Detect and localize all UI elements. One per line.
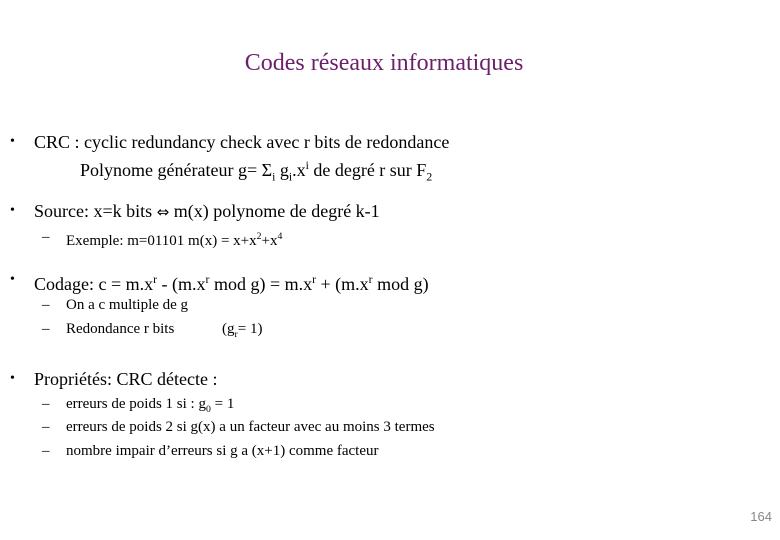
- bullet-dot: •: [10, 203, 15, 218]
- slide-title: Codes réseaux informatiques: [244, 50, 524, 76]
- dash-marker: –: [42, 396, 50, 412]
- source-line: Source: x=k bits ⇔ m(x) polynome de degré k-1: [34, 201, 380, 221]
- crc-line1: CRC : cyclic redundancy check avec r bits de redondance: [34, 132, 450, 152]
- bullet-dot: •: [10, 134, 15, 149]
- dash-marker: –: [42, 419, 50, 435]
- bullet-dot: •: [10, 272, 15, 287]
- dash-marker: –: [42, 443, 50, 459]
- bullet-dot: •: [10, 371, 15, 386]
- crc-line2: Polynome générateur $g= \Sigma_i$ $g_i.x^i$ de degré r sur $F_2$: [80, 159, 433, 184]
- dash-marker: –: [42, 321, 50, 337]
- dash-marker: –: [42, 297, 50, 313]
- proprietes-line: Propriétés: CRC détecte :: [34, 369, 218, 389]
- codage-line: Codage: $c = m.x^r - (m.x^r$ mod $g) = m.x^r + (m.x^r$ mod g): [34, 273, 429, 294]
- page-number: 164: [750, 509, 772, 524]
- equivalence-arrow-icon: ⇔: [156, 203, 170, 221]
- dash-marker: –: [42, 229, 50, 245]
